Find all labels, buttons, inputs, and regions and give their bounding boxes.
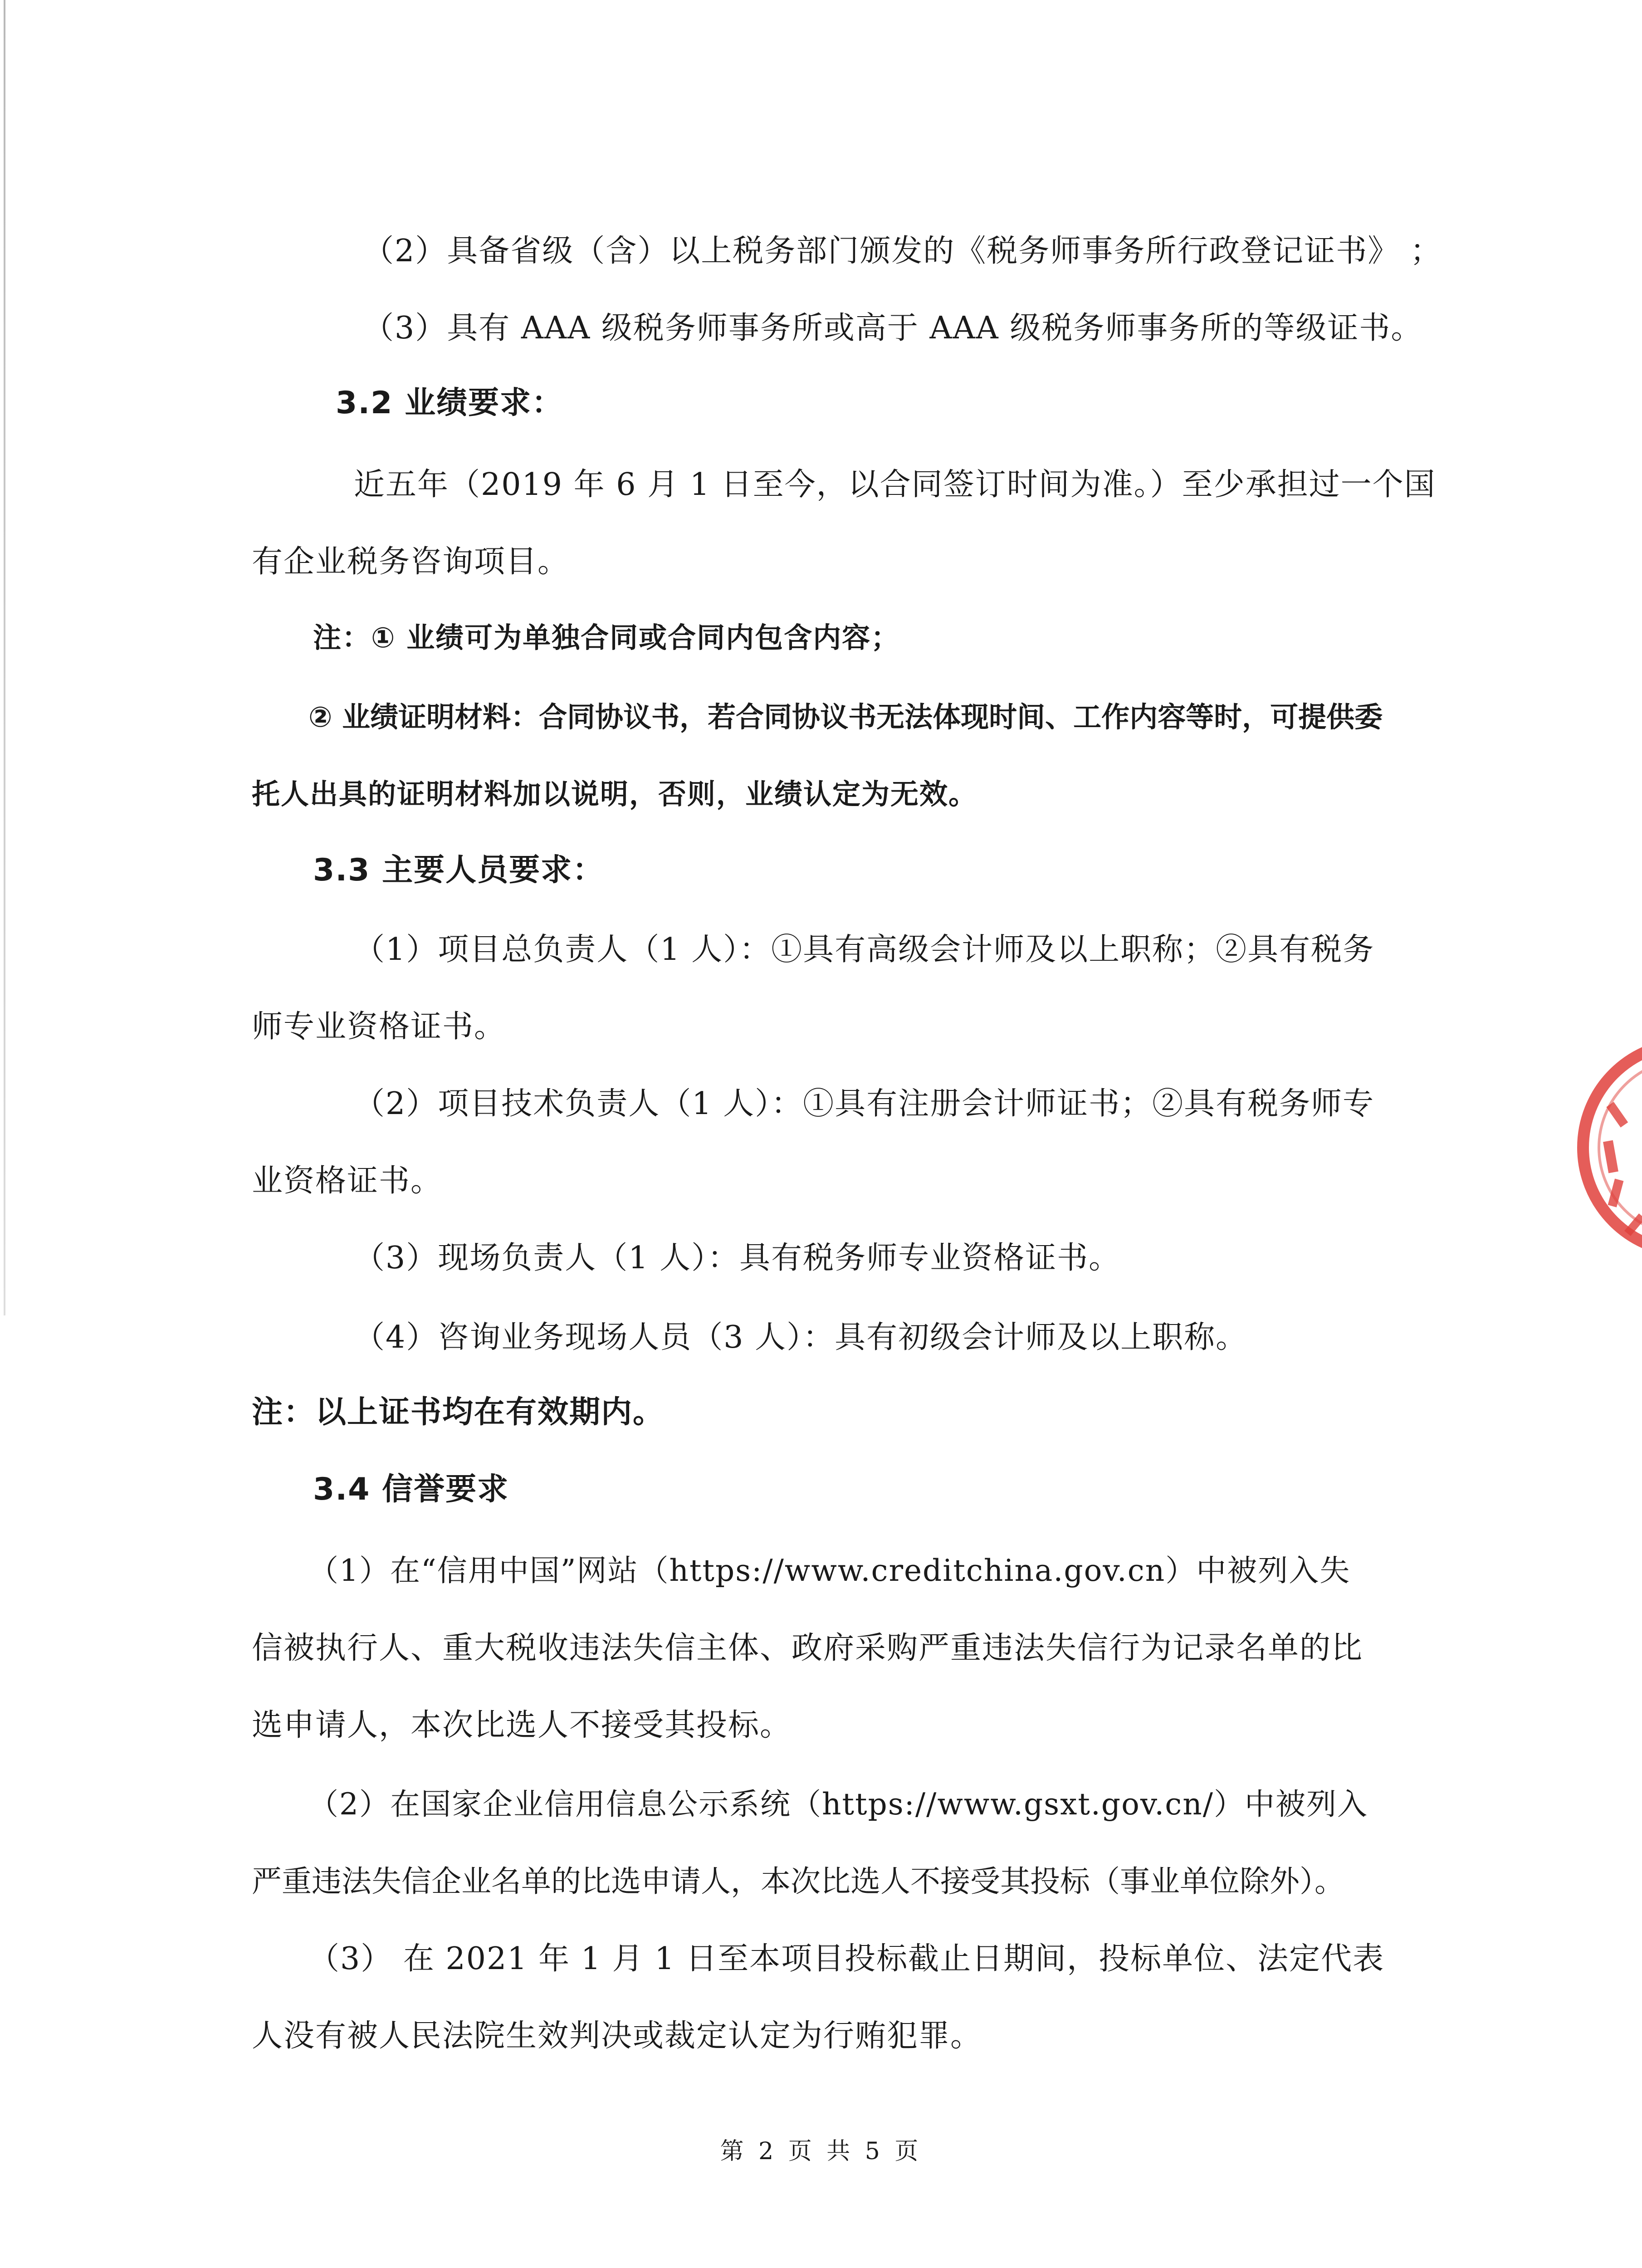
text-line-13: 业资格证书。: [252, 1163, 443, 1199]
text-line-24: 人没有被人民法院生效判决或裁定认定为行贿犯罪。: [252, 2018, 982, 2054]
note-line-2: ② 业绩证明材料：合同协议书，若合同协议书无法体现时间、工作内容等时，可提供委: [308, 700, 1383, 733]
text-line-1: （2）具备省级（含）以上税务部门颁发的《税务师事务所行政登记证书》 ；: [363, 233, 1442, 269]
text-line-5: 有企业税务咨询项目。: [252, 544, 570, 580]
text-line-23: （3） 在 2021 年 1 月 1 日至本项目投标截止日期间，投标单位、法定代表: [308, 1941, 1385, 1977]
section-heading-3-3: 3.3 主要人员要求：: [313, 852, 605, 888]
text-line-19: 信被执行人、重大税收违法失信主体、政府采购严重违法失信行为记录名单的比: [252, 1630, 1363, 1666]
section-heading-3-2: 3.2 业绩要求：: [336, 385, 564, 421]
text-line-12: （2）项目技术负责人（1 人）：①具有注册会计师证书；②具有税务师专: [354, 1086, 1375, 1122]
note-certificates: 注：以上证书均在有效期内。: [252, 1394, 665, 1430]
text-line-2: （3）具有 AAA 级税务师事务所或高于 AAA 级税务师事务所的等级证书。: [363, 310, 1423, 346]
official-seal-stamp: [1574, 1034, 1642, 1261]
page-footer: 第 2 页 共 5 页: [720, 2138, 922, 2165]
text-line-11: 师专业资格证书。: [252, 1009, 506, 1045]
text-line-20: 选申请人，本次比选人不接受其投标。: [252, 1707, 792, 1743]
text-line-21: （2）在国家企业信用信息公示系统（https://www.gsxt.gov.cn/）中被列入: [308, 1787, 1368, 1822]
text-line-15: （4）咨询业务现场人员（3 人）：具有初级会计师及以上职称。: [354, 1320, 1248, 1355]
text-line-4: 近五年（2019 年 6 月 1 日至今，以合同签订时间为准。）至少承担过一个国: [354, 467, 1436, 503]
text-line-18: （1）在“信用中国”网站（https://www.creditchina.gov.cn）中被列入失: [308, 1553, 1351, 1588]
note-line-3: 托人出具的证明材料加以说明，否则，业绩认定为无效。: [252, 777, 978, 811]
text-line-10: （1）项目总负责人（1 人）：①具有高级会计师及以上职称；②具有税务: [354, 932, 1375, 968]
scan-edge-shadow: [4, 0, 5, 1315]
section-heading-3-4: 3.4 信誉要求: [313, 1471, 509, 1507]
note-line-1: 注：① 业绩可为单独合同或合同内包含内容；: [313, 621, 900, 654]
text-line-22: 严重违法失信企业名单的比选申请人，本次比选人不接受其投标（事业单位除外）。: [252, 1864, 1344, 1899]
text-line-14: （3）现场负责人（1 人）：具有税务师专业资格证书。: [354, 1240, 1121, 1276]
